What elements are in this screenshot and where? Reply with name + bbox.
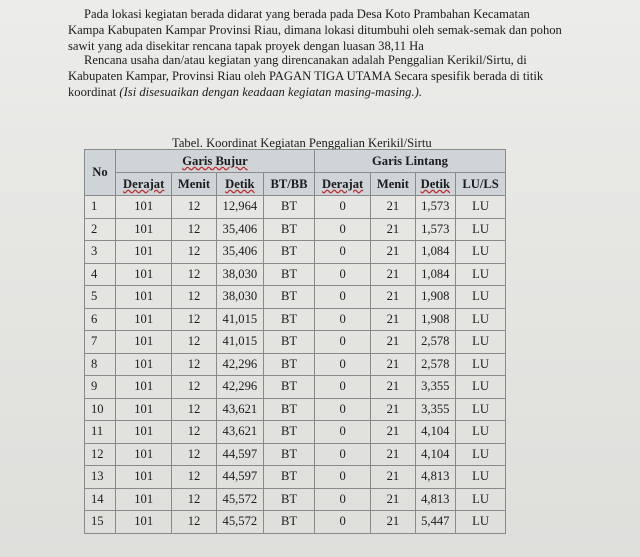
cell-no: 5 xyxy=(85,286,116,309)
header-menit-bujur: Menit xyxy=(172,173,216,196)
table-caption: Tabel. Koordinat Kegiatan Penggalian Kerikil/Sirtu xyxy=(172,136,432,150)
cell-detik-lintang: 1,908 xyxy=(415,286,456,309)
cell-bt-bb: BT xyxy=(264,241,315,264)
cell-menit-bujur: 12 xyxy=(172,398,216,421)
cell-menit-bujur: 12 xyxy=(172,488,216,511)
cell-derajat-bujur: 101 xyxy=(116,331,172,354)
cell-menit-lintang: 21 xyxy=(371,353,415,376)
cell-menit-lintang: 21 xyxy=(371,376,415,399)
cell-derajat-bujur: 101 xyxy=(116,398,172,421)
cell-detik-lintang: 4,813 xyxy=(415,466,456,489)
paragraph-plan-text: Rencana usaha dan/atau kegiatan yang direncanakan adalah Penggalian Kerikil/Sirtu, di Kabupaten Kampar, Provinsi Riau oleh PAGAN TIGA UTAMA Secara spesifik berada di titik koordinat xyxy=(68,53,544,99)
cell-derajat-lintang: 0 xyxy=(314,263,370,286)
cell-menit-lintang: 21 xyxy=(371,443,415,466)
header-menit-lintang: Menit xyxy=(371,173,415,196)
cell-derajat-bujur: 101 xyxy=(116,443,172,466)
cell-bt-bb: BT xyxy=(264,466,315,489)
cell-derajat-lintang: 0 xyxy=(314,488,370,511)
cell-menit-bujur: 12 xyxy=(172,241,216,264)
cell-menit-lintang: 21 xyxy=(371,263,415,286)
cell-detik-bujur: 35,406 xyxy=(216,241,264,264)
cell-derajat-bujur: 101 xyxy=(116,421,172,444)
cell-menit-bujur: 12 xyxy=(172,353,216,376)
cell-detik-lintang: 2,578 xyxy=(415,331,456,354)
coordinate-table xyxy=(84,149,506,534)
table-row xyxy=(85,466,506,489)
cell-menit-bujur: 12 xyxy=(172,263,216,286)
cell-detik-lintang: 4,813 xyxy=(415,488,456,511)
cell-detik-lintang: 1,084 xyxy=(415,241,456,264)
cell-no: 12 xyxy=(85,443,116,466)
cell-detik-bujur: 38,030 xyxy=(216,263,264,286)
cell-derajat-lintang: 0 xyxy=(314,511,370,534)
cell-derajat-bujur: 101 xyxy=(116,308,172,331)
cell-no: 1 xyxy=(85,196,116,219)
cell-bt-bb: BT xyxy=(264,376,315,399)
cell-detik-lintang: 5,447 xyxy=(415,511,456,534)
table-row xyxy=(85,488,506,511)
cell-bt-bb: BT xyxy=(264,511,315,534)
cell-derajat-lintang: 0 xyxy=(314,196,370,219)
table-row xyxy=(85,398,506,421)
header-garis-lintang: Garis Lintang xyxy=(314,150,505,173)
cell-detik-bujur: 45,572 xyxy=(216,511,264,534)
paragraph-location: Pada lokasi kegiatan berada didarat yang berada pada Desa Koto Prambahan Kecamatan Kampa Kabupaten Kampar Provinsi Riau, dimana lokasi ditumbuhi oleh semak-semak dan pohon sawit yang ada disekitar rencana tapak proyek dengan luasan 38,11 Ha xyxy=(68,7,562,53)
cell-derajat-lintang: 0 xyxy=(314,376,370,399)
cell-no: 14 xyxy=(85,488,116,511)
header-derajat-bujur: Derajat xyxy=(116,173,172,196)
cell-menit-lintang: 21 xyxy=(371,308,415,331)
cell-detik-bujur: 43,621 xyxy=(216,421,264,444)
cell-no: 2 xyxy=(85,218,116,241)
cell-derajat-bujur: 101 xyxy=(116,286,172,309)
cell-detik-lintang: 3,355 xyxy=(415,376,456,399)
cell-menit-lintang: 21 xyxy=(371,241,415,264)
table-row xyxy=(85,263,506,286)
table-body xyxy=(85,196,506,534)
cell-detik-lintang: 1,573 xyxy=(415,218,456,241)
cell-derajat-bujur: 101 xyxy=(116,263,172,286)
table-row xyxy=(85,241,506,264)
cell-menit-lintang: 21 xyxy=(371,511,415,534)
cell-lu-ls: LU xyxy=(456,263,506,286)
cell-derajat-lintang: 0 xyxy=(314,398,370,421)
cell-bt-bb: BT xyxy=(264,488,315,511)
cell-no: 8 xyxy=(85,353,116,376)
cell-menit-lintang: 21 xyxy=(371,331,415,354)
header-garis-bujur xyxy=(116,150,315,173)
table-row xyxy=(85,511,506,534)
cell-derajat-lintang: 0 xyxy=(314,466,370,489)
cell-detik-bujur: 12,964 xyxy=(216,196,264,219)
cell-menit-lintang: 21 xyxy=(371,286,415,309)
table-row xyxy=(85,421,506,444)
paragraph-plan-note: (Isi disesuaikan dengan keadaan kegiatan masing-masing.). xyxy=(119,85,422,99)
cell-menit-lintang: 21 xyxy=(371,466,415,489)
cell-lu-ls: LU xyxy=(456,331,506,354)
table-header-row xyxy=(85,173,506,196)
cell-detik-bujur: 35,406 xyxy=(216,218,264,241)
cell-no: 11 xyxy=(85,421,116,444)
cell-lu-ls: LU xyxy=(456,286,506,309)
cell-no: 7 xyxy=(85,331,116,354)
cell-no: 15 xyxy=(85,511,116,534)
paragraph-plan xyxy=(68,52,568,100)
cell-no: 6 xyxy=(85,308,116,331)
cell-menit-bujur: 12 xyxy=(172,308,216,331)
cell-menit-bujur: 12 xyxy=(172,443,216,466)
table-row xyxy=(85,218,506,241)
cell-menit-bujur: 12 xyxy=(172,196,216,219)
cell-lu-ls: LU xyxy=(456,353,506,376)
cell-detik-lintang: 1,084 xyxy=(415,263,456,286)
cell-detik-bujur: 38,030 xyxy=(216,286,264,309)
header-bt-bb: BT/BB xyxy=(264,173,315,196)
cell-detik-bujur: 45,572 xyxy=(216,488,264,511)
cell-bt-bb: BT xyxy=(264,443,315,466)
cell-detik-lintang: 1,573 xyxy=(415,196,456,219)
cell-bt-bb: BT xyxy=(264,218,315,241)
cell-no: 9 xyxy=(85,376,116,399)
header-detik-bujur: Detik xyxy=(216,173,264,196)
cell-bt-bb: BT xyxy=(264,331,315,354)
cell-detik-bujur: 41,015 xyxy=(216,308,264,331)
cell-derajat-lintang: 0 xyxy=(314,218,370,241)
cell-derajat-bujur: 101 xyxy=(116,241,172,264)
table-row xyxy=(85,196,506,219)
cell-detik-bujur: 43,621 xyxy=(216,398,264,421)
table-row xyxy=(85,353,506,376)
cell-derajat-lintang: 0 xyxy=(314,331,370,354)
cell-lu-ls: LU xyxy=(456,218,506,241)
cell-derajat-bujur: 101 xyxy=(116,488,172,511)
cell-detik-bujur: 44,597 xyxy=(216,466,264,489)
table-row xyxy=(85,308,506,331)
cell-bt-bb: BT xyxy=(264,398,315,421)
cell-detik-lintang: 2,578 xyxy=(415,353,456,376)
cell-detik-bujur: 44,597 xyxy=(216,443,264,466)
cell-derajat-lintang: 0 xyxy=(314,443,370,466)
table-row xyxy=(85,376,506,399)
cell-menit-lintang: 21 xyxy=(371,488,415,511)
cell-lu-ls: LU xyxy=(456,443,506,466)
header-lu-ls: LU/LS xyxy=(456,173,506,196)
cell-menit-bujur: 12 xyxy=(172,331,216,354)
cell-detik-bujur: 41,015 xyxy=(216,331,264,354)
cell-lu-ls: LU xyxy=(456,241,506,264)
cell-lu-ls: LU xyxy=(456,488,506,511)
cell-bt-bb: BT xyxy=(264,308,315,331)
cell-detik-lintang: 4,104 xyxy=(415,421,456,444)
table-row xyxy=(85,443,506,466)
header-detik-lintang: Detik xyxy=(415,173,456,196)
cell-detik-lintang: 4,104 xyxy=(415,443,456,466)
cell-derajat-lintang: 0 xyxy=(314,308,370,331)
cell-derajat-bujur: 101 xyxy=(116,196,172,219)
cell-lu-ls: LU xyxy=(456,398,506,421)
cell-derajat-bujur: 101 xyxy=(116,466,172,489)
cell-bt-bb: BT xyxy=(264,286,315,309)
cell-detik-lintang: 3,355 xyxy=(415,398,456,421)
cell-derajat-lintang: 0 xyxy=(314,286,370,309)
cell-lu-ls: LU xyxy=(456,376,506,399)
cell-derajat-lintang: 0 xyxy=(314,241,370,264)
cell-no: 10 xyxy=(85,398,116,421)
cell-menit-bujur: 12 xyxy=(172,466,216,489)
cell-lu-ls: LU xyxy=(456,466,506,489)
cell-bt-bb: BT xyxy=(264,196,315,219)
cell-lu-ls: LU xyxy=(456,421,506,444)
cell-menit-lintang: 21 xyxy=(371,421,415,444)
cell-detik-bujur: 42,296 xyxy=(216,353,264,376)
table-row xyxy=(85,331,506,354)
cell-derajat-lintang: 0 xyxy=(314,353,370,376)
cell-lu-ls: LU xyxy=(456,511,506,534)
cell-menit-bujur: 12 xyxy=(172,511,216,534)
cell-derajat-bujur: 101 xyxy=(116,353,172,376)
cell-derajat-bujur: 101 xyxy=(116,511,172,534)
cell-bt-bb: BT xyxy=(264,353,315,376)
cell-no: 13 xyxy=(85,466,116,489)
cell-menit-lintang: 21 xyxy=(371,196,415,219)
cell-bt-bb: BT xyxy=(264,421,315,444)
cell-derajat-bujur: 101 xyxy=(116,376,172,399)
cell-detik-lintang: 1,908 xyxy=(415,308,456,331)
header-garis-bujur-label: Garis Bujur xyxy=(182,153,248,168)
cell-derajat-bujur: 101 xyxy=(116,218,172,241)
cell-menit-bujur: 12 xyxy=(172,286,216,309)
cell-lu-ls: LU xyxy=(456,196,506,219)
cell-no: 4 xyxy=(85,263,116,286)
table-row xyxy=(85,286,506,309)
cell-detik-bujur: 42,296 xyxy=(216,376,264,399)
cell-bt-bb: BT xyxy=(264,263,315,286)
table-header-group-row xyxy=(85,150,506,173)
cell-derajat-lintang: 0 xyxy=(314,421,370,444)
cell-menit-lintang: 21 xyxy=(371,218,415,241)
cell-menit-bujur: 12 xyxy=(172,218,216,241)
header-no: No xyxy=(85,150,116,196)
cell-lu-ls: LU xyxy=(456,308,506,331)
header-derajat-lintang: Derajat xyxy=(314,173,370,196)
cell-no: 3 xyxy=(85,241,116,264)
cell-menit-lintang: 21 xyxy=(371,398,415,421)
cell-menit-bujur: 12 xyxy=(172,376,216,399)
cell-menit-bujur: 12 xyxy=(172,421,216,444)
